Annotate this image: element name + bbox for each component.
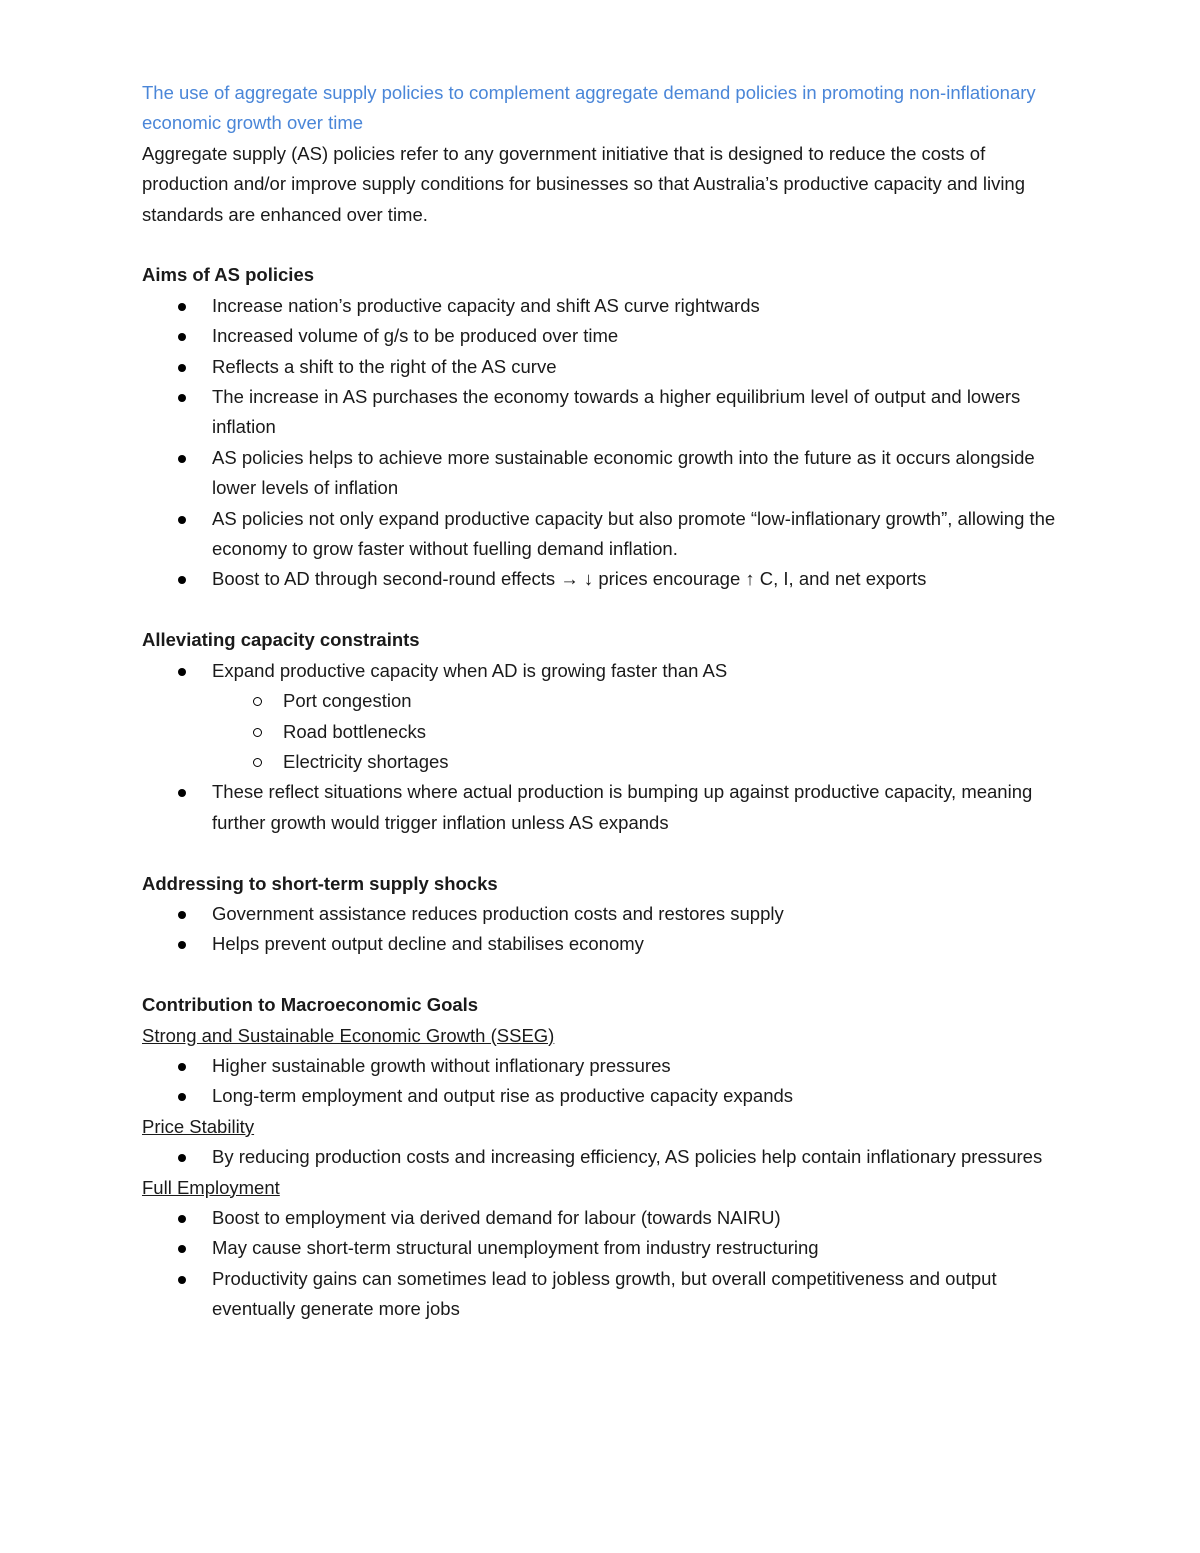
capacity-list xyxy=(142,656,1072,838)
sseg-subheading: Strong and Sustainable Economic Growth (SSEG) xyxy=(142,1024,555,1046)
list-item-text: Expand productive capacity when AD is growing faster than AS xyxy=(212,659,728,681)
hollow-bullet-icon xyxy=(253,758,262,767)
sublist-item-text: Port congestion xyxy=(283,690,412,712)
list-item-text: The increase in AS purchases the economy towards a higher equilibrium level of output and lowers inflation xyxy=(212,386,1021,438)
list-item-text: Higher sustainable growth without inflationary pressures xyxy=(212,1054,671,1076)
price-stability-list xyxy=(142,1142,1072,1172)
sublist-item xyxy=(212,747,1072,777)
list-item xyxy=(142,777,1072,838)
bullet-icon xyxy=(178,1245,186,1253)
bullet-icon xyxy=(178,1093,186,1101)
list-item xyxy=(142,1051,1072,1081)
bullet-icon xyxy=(178,668,186,676)
list-item xyxy=(142,443,1072,504)
aims-heading: Aims of AS policies xyxy=(142,264,315,286)
list-item xyxy=(142,1142,1072,1172)
aims-list xyxy=(142,291,1072,595)
list-item-text: Reflects a shift to the right of the AS curve xyxy=(212,355,557,377)
bullet-icon xyxy=(178,576,186,584)
shocks-list xyxy=(142,899,1072,960)
sublist-item-text: Electricity shortages xyxy=(283,750,449,772)
bullet-icon xyxy=(178,1154,186,1162)
list-item xyxy=(142,564,1072,594)
list-item xyxy=(142,1081,1072,1111)
list-item xyxy=(142,321,1072,351)
list-item xyxy=(142,352,1072,382)
list-item xyxy=(142,291,1072,321)
list-item-text: Government assistance reduces production costs and restores supply xyxy=(212,902,784,924)
sublist-item-text: Road bottlenecks xyxy=(283,720,426,742)
document-title: The use of aggregate supply policies to complement aggregate demand policies in promoting non-inflationary economic growth over time xyxy=(142,82,1036,134)
sublist-item xyxy=(212,717,1072,747)
list-item-text: Long-term employment and output rise as productive capacity expands xyxy=(212,1085,794,1107)
full-employment-subheading: Full Employment xyxy=(142,1176,280,1198)
list-item-text: AS policies helps to achieve more sustainable economic growth into the future as it occurs alongside lower levels of inflation xyxy=(212,446,1035,499)
list-item xyxy=(142,899,1072,929)
list-item xyxy=(142,1264,1072,1325)
list-item-text: Helps prevent output decline and stabilises economy xyxy=(212,933,644,955)
list-item-text: Increased volume of g/s to be produced over time xyxy=(212,325,619,347)
bullet-icon xyxy=(178,333,186,341)
list-item xyxy=(142,1203,1072,1233)
bullet-icon xyxy=(178,364,186,372)
list-item xyxy=(142,382,1072,443)
list-item-text: By reducing production costs and increasing efficiency, AS policies help contain inflationary pressures xyxy=(212,1146,1043,1168)
bullet-icon xyxy=(178,1063,186,1071)
hollow-bullet-icon xyxy=(253,697,262,706)
list-item-text: Productivity gains can sometimes lead to jobless growth, but overall competitiveness and output eventually generate more jobs xyxy=(212,1267,997,1320)
bullet-icon xyxy=(178,911,186,919)
shocks-heading: Addressing to short-term supply shocks xyxy=(142,872,498,894)
bullet-icon xyxy=(178,1276,186,1284)
list-item-text: Boost to AD through second-round effects → ↓ prices encourage ↑ C, I, and net exports xyxy=(212,568,927,590)
hollow-bullet-icon xyxy=(253,728,262,737)
list-item xyxy=(142,504,1072,565)
sublist-item xyxy=(212,686,1072,716)
bullet-icon xyxy=(178,941,186,949)
bullet-icon xyxy=(178,1215,186,1223)
goals-heading: Contribution to Macroeconomic Goals xyxy=(142,994,479,1016)
full-employment-list xyxy=(142,1203,1072,1325)
list-item-text: Boost to employment via derived demand for labour (towards NAIRU) xyxy=(212,1206,781,1228)
capacity-heading: Alleviating capacity constraints xyxy=(142,629,420,651)
intro-paragraph: Aggregate supply (AS) policies refer to any government initiative that is designed to reduce the costs of production and/or improve supply conditions for businesses so that Australia’s productive capacity and living standards are enhanced over time. xyxy=(142,142,1026,225)
list-item xyxy=(142,929,1072,959)
bullet-icon xyxy=(178,303,186,311)
list-item-text: These reflect situations where actual production is bumping up against productive capacity, meaning further growth would trigger inflation unless AS expands xyxy=(212,781,1033,833)
list-item-text: May cause short-term structural unemployment from industry restructuring xyxy=(212,1237,819,1259)
list-item xyxy=(142,656,1072,778)
bullet-icon xyxy=(178,789,186,797)
bullet-icon xyxy=(178,516,186,524)
list-item xyxy=(142,1233,1072,1263)
document-page xyxy=(142,78,1072,1325)
price-stability-subheading: Price Stability xyxy=(142,1115,255,1137)
sseg-list xyxy=(142,1051,1072,1112)
capacity-sublist xyxy=(212,686,1072,777)
bullet-icon xyxy=(178,394,186,402)
bullet-icon xyxy=(178,455,186,463)
list-item-text: AS policies not only expand productive capacity but also promote “low-inflationary growth”, allowing the economy to grow faster without fuelling demand inflation. xyxy=(212,507,1056,560)
list-item-text: Increase nation’s productive capacity and shift AS curve rightwards xyxy=(212,294,760,316)
